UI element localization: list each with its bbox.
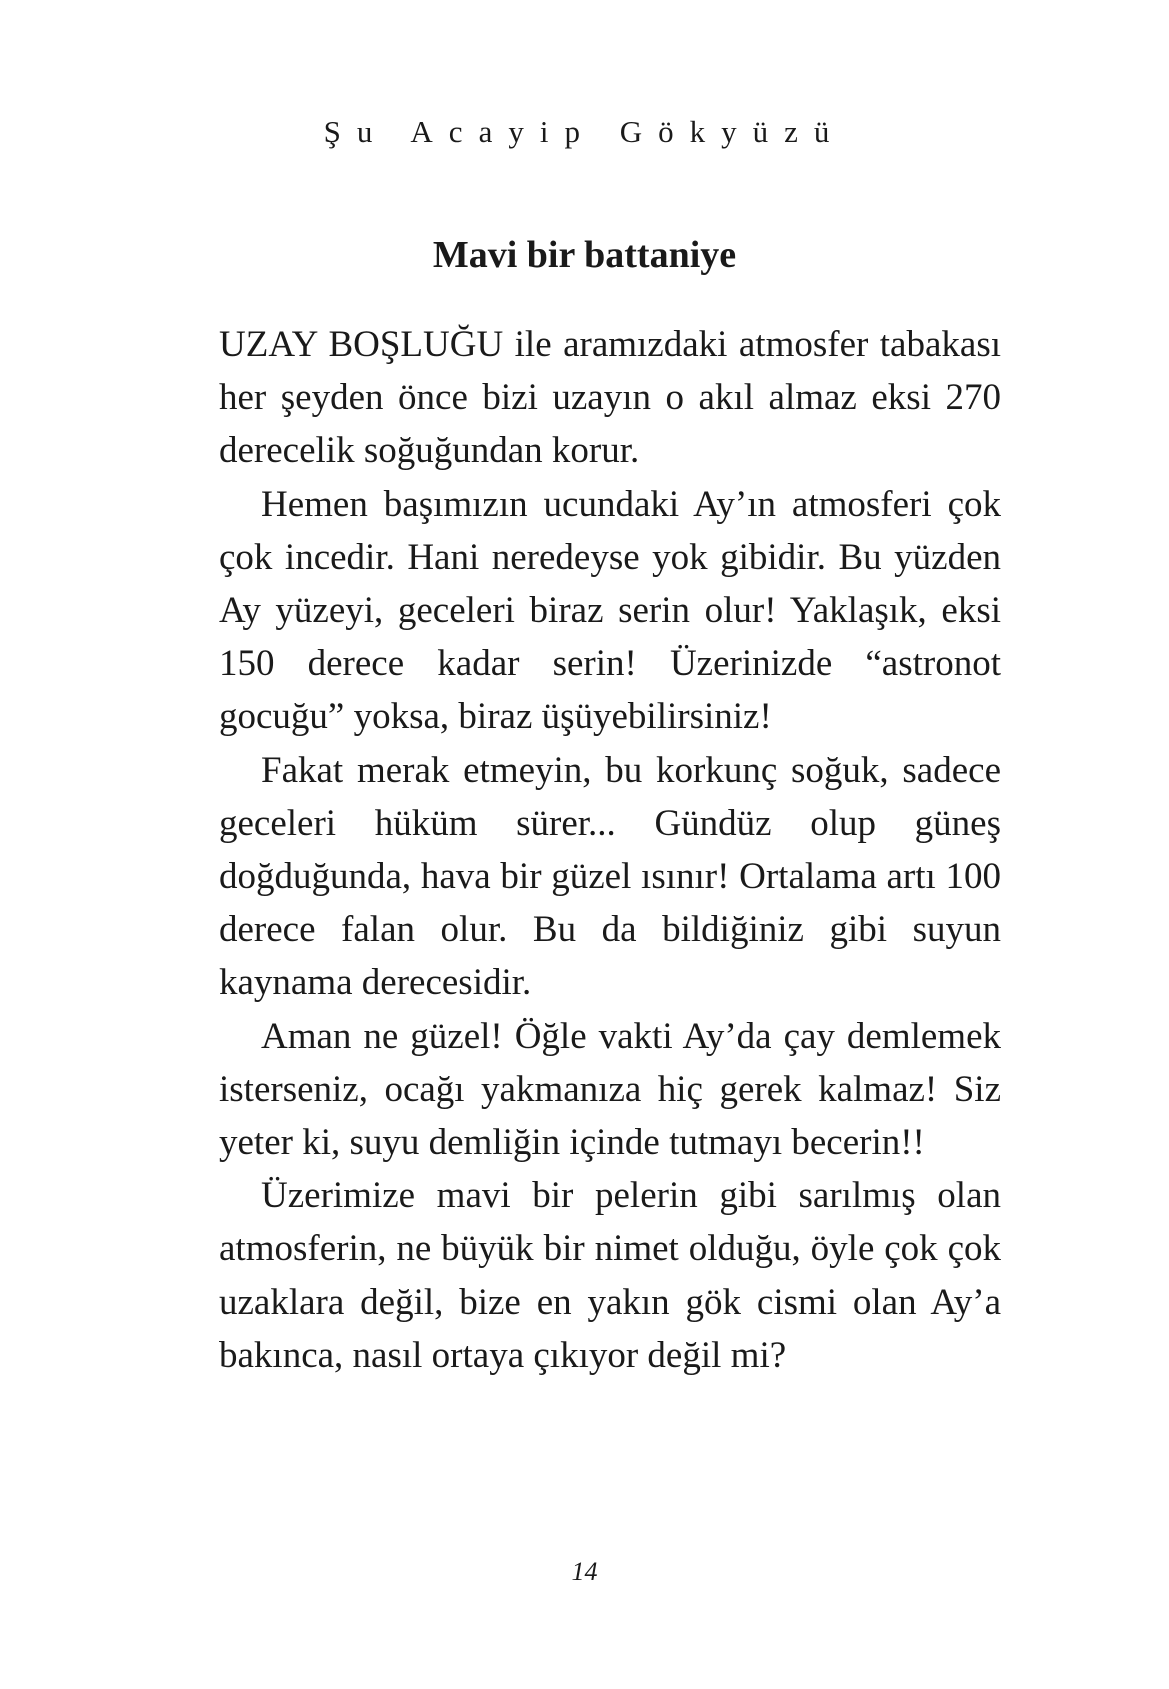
chapter-title: Mavi bir battaniye — [432, 234, 737, 277]
running-head: Şu Acayip Gökyüzü — [323, 114, 846, 149]
page-number: 14 — [571, 1557, 598, 1586]
body-text — [219, 318, 1001, 1382]
paragraph-5: Üzerimize mavi bir pelerin gibi sarılmış olan atmosferin, ne büyük bir nimet olduğu, öyle çok çok uzaklara değil, bize en yakın gök cismi olan Ay’a bakınca, nasıl ortaya çıkıyor değil mi? — [219, 1175, 1001, 1376]
paragraph-4: Aman ne güzel! Öğle vakti Ay’da çay demlemek isterseniz, ocağı yakmanıza hiç gerek kalmaz! Siz yeter ki, suyu demliğin içinde tutmayı becerin!! — [219, 1015, 1001, 1164]
paragraph-2: Hemen başımızın ucundaki Ay’ın atmosferi çok çok incedir. Hani neredeyse yok gibidir. Bu yüzden Ay yüzeyi, geceleri biraz serin olur! Yaklaşık, eksi 150 derece kadar serin! Üzerinizde “astronot gocuğu” yoksa, biraz üşüyebilirsiniz! — [219, 483, 1001, 738]
paragraph-3: Fakat merak etmeyin, bu korkunç soğuk, sadece geceleri hüküm sürer... Gündüz olup güneş doğduğunda, hava bir güzel ısınır! Ortalama artı 100 derece falan olur. Bu da bildiğiniz gibi suyun kaynama derecesidir. — [219, 749, 1001, 1004]
paragraph-1: UZAY BOŞLUĞU ile aramızdaki atmosfer tabakası her şeyden önce bizi uzayın o akıl almaz eksi 270 derecelik soğuğundan korur. — [219, 324, 1001, 472]
